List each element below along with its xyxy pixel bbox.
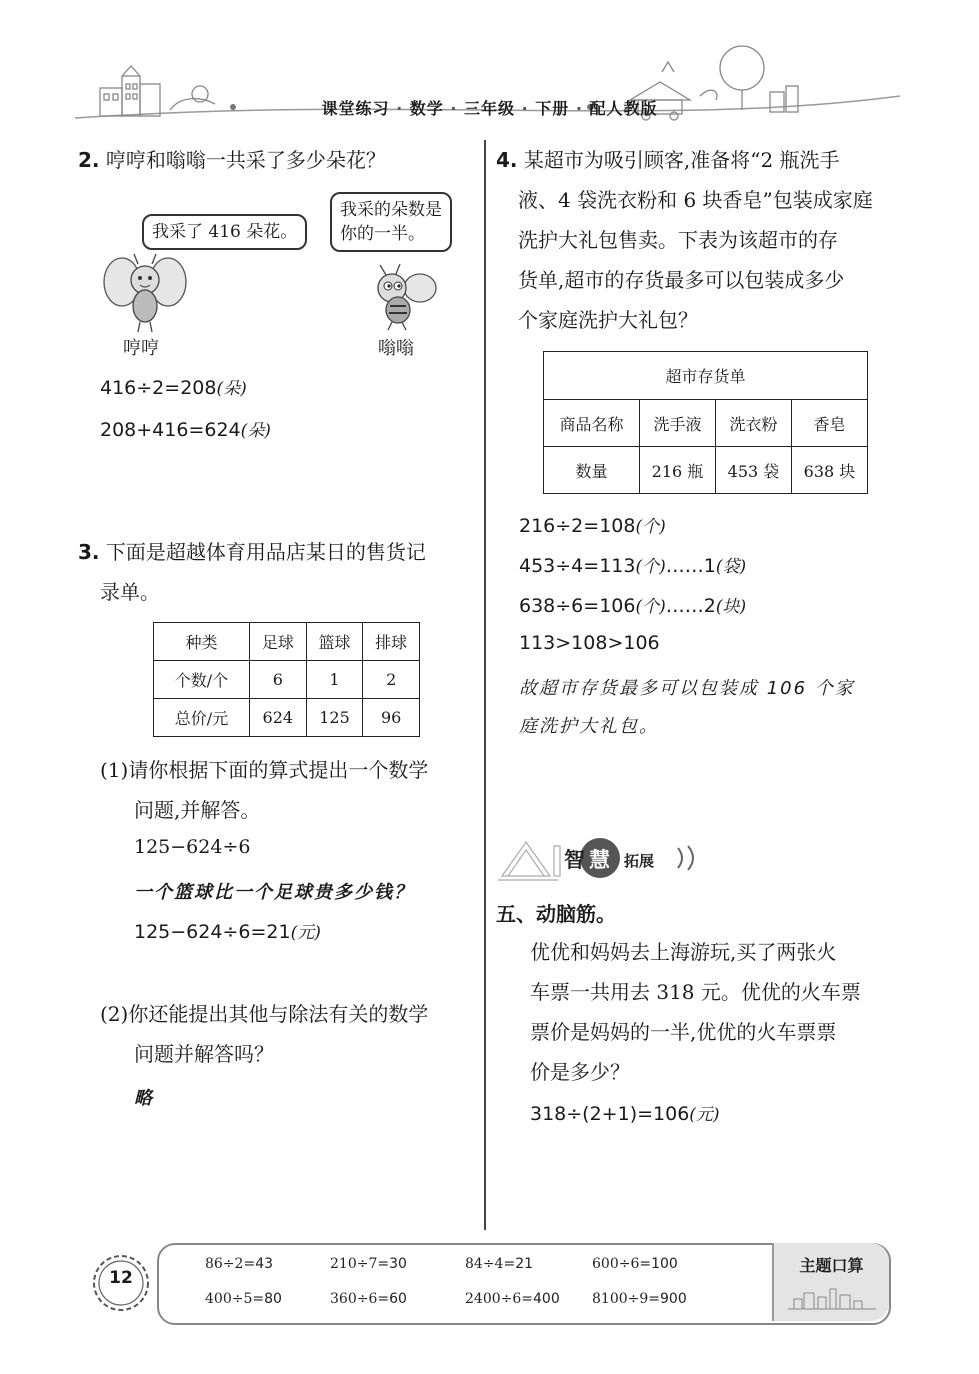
q4-answer-3: [519, 592, 746, 617]
footer-tab-label: 主题口算: [799, 1256, 864, 1275]
table-row: [544, 352, 868, 400]
q4-text-line: 个家庭洗护大礼包？: [518, 308, 698, 332]
q4-inventory-table: [543, 351, 868, 494]
q4-ans2-expr: 453÷4=113: [519, 555, 636, 577]
table-cell: 453 袋: [716, 447, 792, 494]
calc-result: 21: [515, 1256, 534, 1272]
q2-text: 哼哼和嗡嗡一共采了多少朵花？: [105, 148, 386, 172]
footer-calc: [592, 1256, 678, 1272]
q4-prompt: [496, 140, 896, 340]
name-wengweng: 嗡嗡: [378, 338, 414, 359]
q3-formula: 125−624÷6: [134, 836, 251, 858]
q3-text-line: 下面是超越体育用品店某日的售货记: [105, 540, 426, 564]
table-cell: 125: [306, 699, 363, 737]
q3-handwritten-question: 一个篮球比一个足球贵多少钱？: [134, 882, 414, 903]
table-row: [154, 661, 420, 699]
calc-expr: 600÷6=: [592, 1256, 652, 1272]
column-divider: [484, 140, 486, 1230]
section-ans-unit: (元): [689, 1105, 720, 1125]
section-logo: [496, 832, 706, 884]
table-cell: 638 块: [792, 447, 868, 494]
q4-text-line: 货单,超市的存货最多可以包装成多少: [518, 268, 845, 292]
q3-sales-table: [153, 622, 420, 737]
q3-sub1-line: (1)请你根据下面的算式提出一个数学: [100, 758, 429, 782]
bubble-right-line: 我采的朵数是: [340, 200, 442, 220]
section-answer: [530, 1100, 720, 1125]
table-title: 超市存货单: [544, 352, 868, 400]
q3-sub2: [100, 994, 480, 1074]
bubble-left-text: 我采了 416 朵花。: [152, 222, 298, 242]
q4-ans3-unit: (个): [635, 597, 666, 617]
q4-conclusion-line: 庭洗护大礼包。: [519, 716, 659, 737]
name-hengheng: 哼哼: [123, 338, 159, 359]
table-cell: 种类: [154, 623, 250, 661]
calc-expr: 8100÷9=: [592, 1291, 660, 1307]
q2-prompt: [78, 140, 386, 180]
calc-expr: 360÷6=: [330, 1291, 390, 1307]
city-skyline-icon: [788, 1287, 876, 1311]
q4-conclusion-line: 故超市存货最多可以包装成 106 个家: [519, 678, 855, 699]
q2-answer-1: [100, 374, 247, 399]
table-cell: 洗手液: [640, 400, 716, 447]
table-row: [154, 623, 420, 661]
section-problem: [530, 932, 900, 1092]
calc-result: 80: [264, 1291, 282, 1307]
calc-result: 60: [389, 1291, 407, 1307]
header-title-part: 配人教版: [589, 99, 658, 118]
table-cell: 排球: [363, 623, 420, 661]
table-cell: 2: [363, 661, 420, 699]
q4-text-line: 洗护大礼包售卖。下表为该超市的存: [518, 228, 838, 252]
q2-ans2-unit: (朵): [240, 421, 271, 441]
q3-text-line: 录单。: [100, 580, 160, 604]
table-cell: 总价/元: [154, 699, 250, 737]
footer-calc: [465, 1256, 533, 1272]
q4-answer-4: 113>108>106: [519, 632, 660, 654]
table-cell: 216 瓶: [640, 447, 716, 494]
q4-ans1-unit: (个): [635, 517, 666, 537]
table-cell: 篮球: [306, 623, 363, 661]
footer-calc: [205, 1291, 282, 1307]
footer-calc: [330, 1291, 407, 1307]
header-title-part: 下册: [535, 99, 570, 118]
q4-ans2-remainder: ……1: [665, 555, 716, 577]
table-cell: 1: [306, 661, 363, 699]
calc-expr: 86÷2=: [205, 1256, 256, 1272]
q4-text-line: 某超市为吸引顾客,准备将“2 瓶洗手: [523, 148, 840, 172]
q2-answer-2: [100, 416, 271, 441]
q3-sub1: [100, 750, 480, 830]
header-title-part: 三年级: [463, 99, 515, 118]
table-cell: 个数/个: [154, 661, 250, 699]
q2-ans1-unit: (朵): [216, 379, 247, 399]
header-title-part: 数学: [409, 99, 444, 118]
q2-ans2-expr: 208+416=624: [100, 419, 241, 441]
table-cell: 624: [250, 699, 307, 737]
bubble-left: [142, 214, 307, 250]
q3-answer: [134, 918, 321, 943]
q4-ans2-unit: (个): [635, 557, 666, 577]
q3-sub1-line: 问题,并解答。: [134, 798, 261, 822]
calc-result: 43: [255, 1256, 274, 1272]
table-row: [544, 447, 868, 494]
table-row: [544, 400, 868, 447]
section-problem-line: 价是多少？: [530, 1060, 630, 1084]
header-title: 课堂练习 · 数学 · 三年级 · 下册 · 配人教版: [321, 99, 658, 118]
bee-hengheng-icon: [100, 250, 190, 335]
logo-char: 拓展: [624, 852, 655, 870]
calc-result: 30: [389, 1256, 407, 1272]
header-title-part: 课堂练习: [321, 99, 390, 118]
calc-expr: 400÷5=: [205, 1291, 265, 1307]
calc-expr: 210÷7=: [330, 1256, 390, 1272]
section-heading: 五、动脑筋。: [496, 902, 616, 926]
table-cell: 数量: [544, 447, 640, 494]
calc-result: 100: [651, 1256, 678, 1272]
calc-result: 900: [660, 1291, 687, 1307]
footer-calc: [465, 1291, 560, 1307]
table-cell: 香皂: [792, 400, 868, 447]
q4-ans3-expr: 638÷6=106: [519, 595, 636, 617]
q4-text-line: 液、4 袋洗衣粉和 6 块香皂”包装成家庭: [518, 188, 873, 212]
table-cell: 96: [363, 699, 420, 737]
section-ans-expr: 318÷(2+1)=106: [530, 1103, 690, 1125]
calc-expr: 84÷4=: [465, 1256, 516, 1272]
q2-number: 2.: [78, 148, 100, 172]
footer-calc: [592, 1291, 687, 1307]
table-cell: 6: [250, 661, 307, 699]
section-problem-line: 车票一共用去 318 元。优优的火车票: [530, 980, 861, 1004]
table-cell: 洗衣粉: [716, 400, 792, 447]
q3-sub2-line: 问题并解答吗？: [134, 1042, 274, 1066]
calc-result: 400: [533, 1291, 560, 1307]
q4-answer-2: [519, 552, 746, 577]
q3-sub2-line: (2)你还能提出其他与除法有关的数学: [100, 1002, 429, 1026]
logo-char: 智: [564, 848, 585, 872]
table-cell: 足球: [250, 623, 307, 661]
q3-prompt: [78, 532, 478, 612]
bee-wengweng-icon: [368, 262, 440, 332]
q4-answer-1: [519, 512, 666, 537]
q4-ans3-remainder: ……2: [665, 595, 716, 617]
q3-sub2-answer: 略: [134, 1088, 154, 1109]
footer-calc: [330, 1256, 407, 1272]
footer-tab: [772, 1243, 889, 1321]
q4-conclusion: [519, 674, 855, 738]
q3-ans-expr: 125−624÷6=21: [134, 921, 291, 943]
calc-expr: 2400÷6=: [465, 1291, 533, 1307]
q3-ans-unit: (元): [290, 923, 321, 943]
section-problem-line: 票价是妈妈的一半,优优的火车票票: [530, 1020, 837, 1044]
bubble-right: [330, 192, 452, 252]
logo-char: 慧: [589, 848, 610, 872]
q4-ans3-rem-unit: (块): [715, 597, 747, 617]
q4-ans2-rem-unit: (袋): [715, 557, 747, 577]
footer-calc: [205, 1256, 273, 1272]
bubble-right-line: 你的一半。: [340, 224, 425, 244]
q3-number: 3.: [78, 540, 100, 564]
table-row: [154, 699, 420, 737]
page-number: 12: [109, 1268, 133, 1288]
table-cell: 商品名称: [544, 400, 640, 447]
page-header: [0, 0, 979, 135]
q4-ans1-expr: 216÷2=108: [519, 515, 636, 537]
q2-ans1-expr: 416÷2=208: [100, 377, 217, 399]
q4-number: 4.: [496, 148, 518, 172]
section-problem-line: 优优和妈妈去上海游玩,买了两张火: [530, 940, 837, 964]
